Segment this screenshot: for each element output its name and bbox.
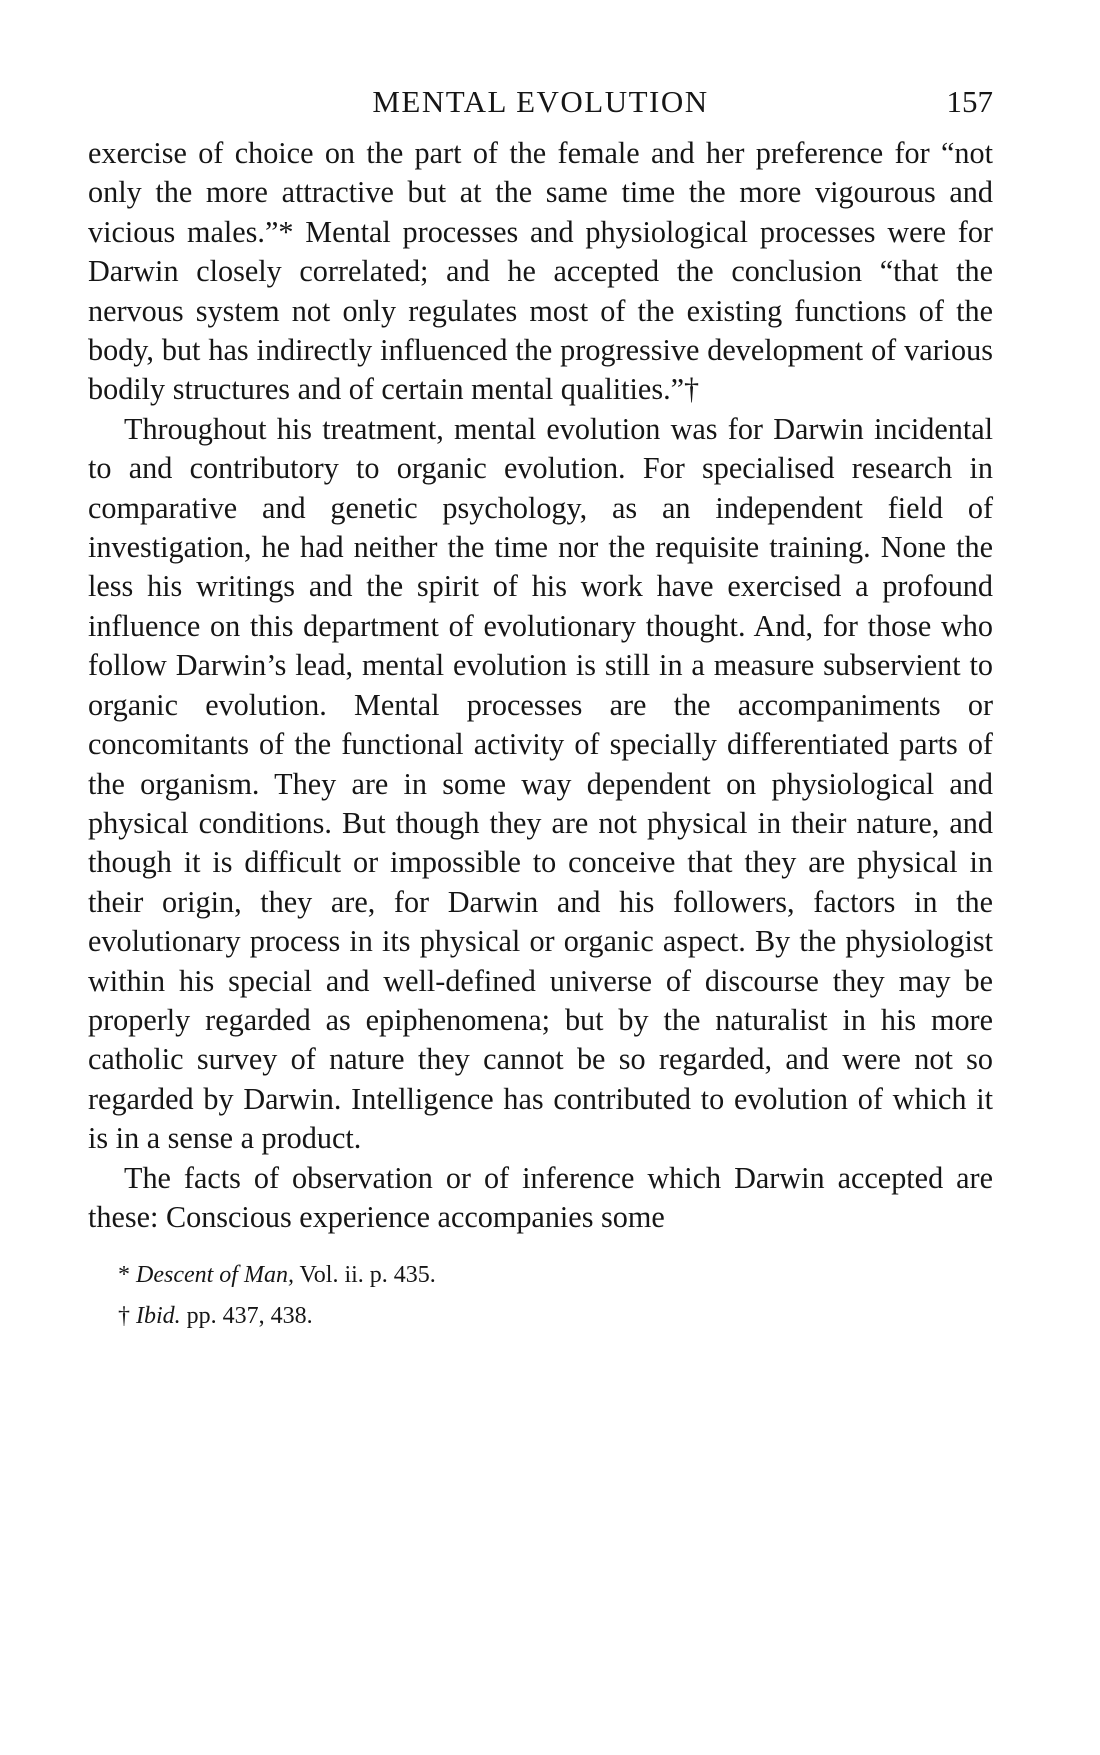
paragraph-1: exercise of choice on the part of the female and her preference for “not only the more attractive but at the same time the more vigourous and vicious males.”* Mental processes and physiological processes were for Darwin closely correlated; and he accepted the conclusion “that the nervous system not only regulates most of the existing functions of the body, but has indirectly influenced the progressive development of various bodily structures and of certain mental qualities.”† (88, 136, 993, 407)
paragraph-2: Throughout his treatment, mental evolution was for Darwin incidental to and contributory to organic evolution. For specialised research in comparative and genetic psychology, as an independent field of investigation, he had neither the time nor the requisite training. None the less his writings and the spirit of his work have exercised a profound influence on this department of evolutionary thought. And, for those who follow Darwin’s lead, mental evolution is still in a measure subservient to organic evolution. Mental processes are the accompaniments or concomitants of the functional activity of specially differentiated parts of the organism. They are in some way dependent on physiological and physical conditions. But though they are not physical in their nature, and though it is difficult or impossible to conceive that they are physical in their origin, they are, for Darwin and his followers, factors in the evolutionary process in its physical or organic aspect. By the physiologist within his special and well-defined universe of discourse they may be properly regarded as epiphenomena; but by the naturalist in his more catholic survey of nature they cannot be so regarded, and were not so regarded by Darwin. Intelligence has contributed to evolution of which it is in a sense a product. (88, 411, 993, 1156)
footnote-marker: * (118, 1262, 130, 1289)
footnote-marker: † (118, 1303, 130, 1330)
running-head (88, 82, 993, 134)
page-number: 157 (946, 84, 993, 119)
footnote-reference: pp. 437, 438. (180, 1303, 313, 1330)
footnote-title: Descent of Man, (136, 1262, 294, 1289)
footnotes (88, 1259, 993, 1332)
body-text (88, 134, 993, 1237)
footnote-2 (118, 1300, 993, 1332)
paragraph-3: The facts of observation or of inference which Darwin accepted are these: Conscious experience accompanies some (88, 1160, 993, 1234)
footnote-reference: Vol. ii. p. 435. (293, 1262, 436, 1289)
book-page (88, 82, 993, 1341)
footnote-title: Ibid. (136, 1303, 181, 1330)
running-title: MENTAL EVOLUTION (372, 84, 709, 119)
footnote-1 (118, 1259, 993, 1291)
